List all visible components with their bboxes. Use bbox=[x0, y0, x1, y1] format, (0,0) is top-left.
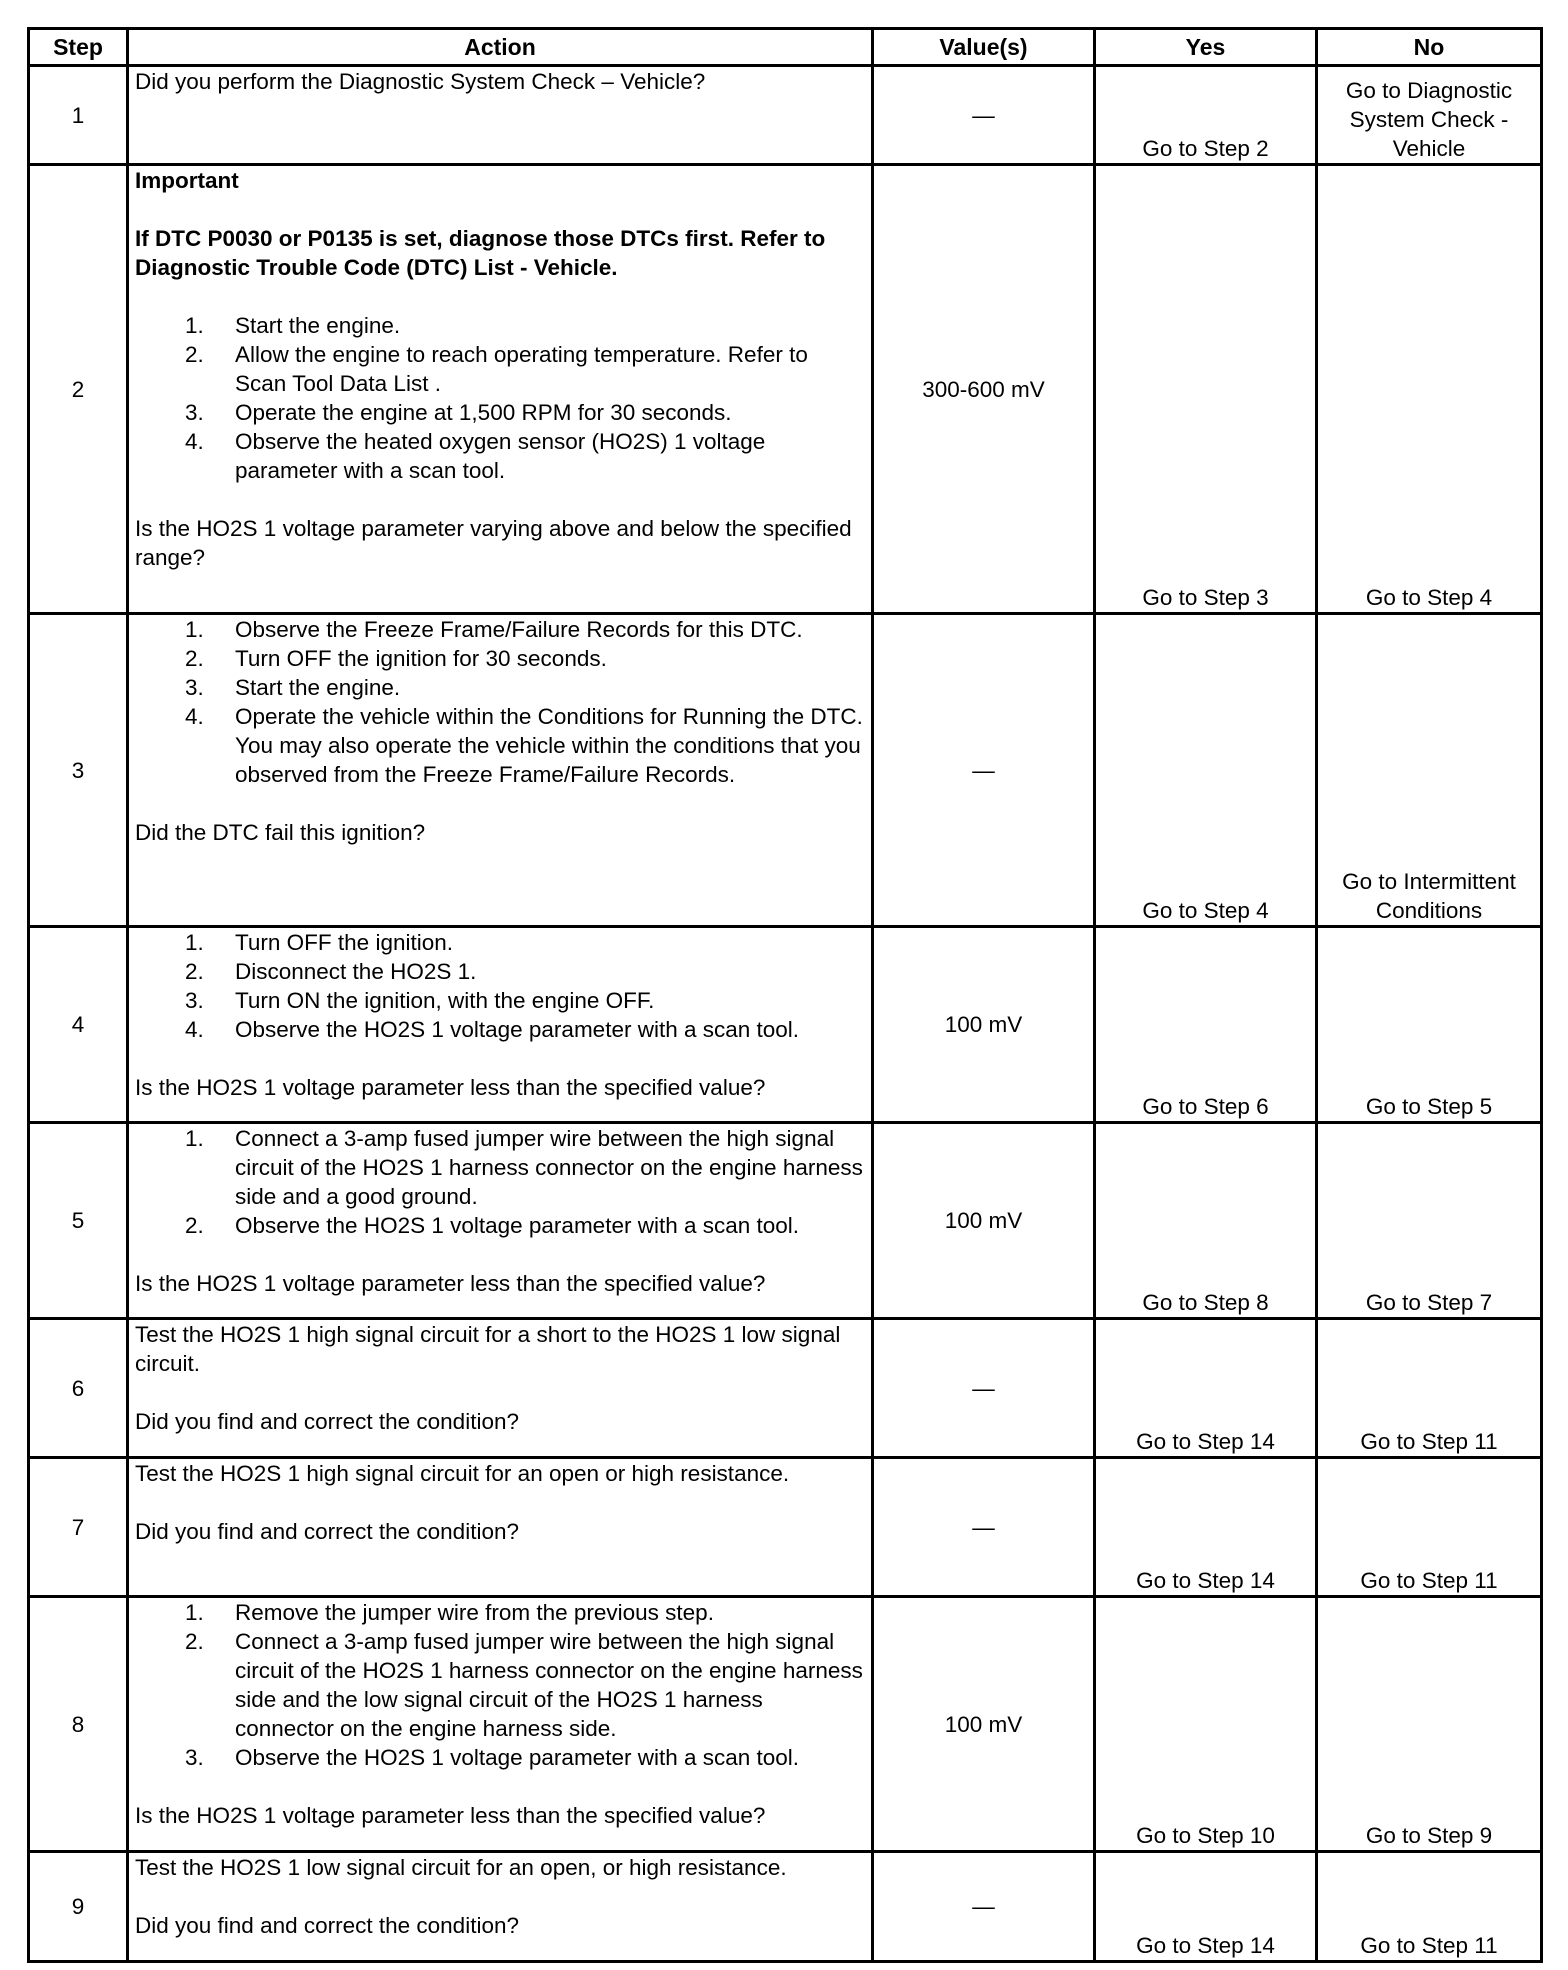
question-text: Is the HO2S 1 voltage parameter less than the specified value? bbox=[135, 1271, 766, 1296]
step-list bbox=[135, 1598, 865, 1772]
list-item: 2. Turn OFF the ignition for 30 seconds. bbox=[185, 646, 607, 671]
table-row bbox=[29, 1597, 1542, 1852]
important-note: If DTC P0030 or P0135 is set, diagnose those DTCs first. Refer to Diagnostic Trouble Code (DTC) List - Vehicle. bbox=[135, 226, 826, 280]
no-cell: Go to Intermittent Conditions bbox=[1317, 614, 1542, 927]
action-cell bbox=[128, 165, 873, 614]
list-item: 2. Disconnect the HO2S 1. bbox=[185, 959, 477, 984]
header-row bbox=[29, 29, 1542, 66]
list-item: 1. Remove the jumper wire from the previous step. bbox=[185, 1600, 714, 1625]
step-number: 2 bbox=[29, 165, 128, 614]
no-cell: Go to Step 5 bbox=[1317, 927, 1542, 1123]
no-cell: Go to Step 11 bbox=[1317, 1458, 1542, 1597]
step-number: 7 bbox=[29, 1458, 128, 1597]
question-text: Did you find and correct the condition? bbox=[135, 1409, 519, 1434]
action-cell bbox=[128, 927, 873, 1123]
step-number: 8 bbox=[29, 1597, 128, 1852]
action-cell bbox=[128, 1597, 873, 1852]
action-text: Did you perform the Diagnostic System Check – Vehicle? bbox=[135, 69, 706, 94]
yes-cell: Go to Step 8 bbox=[1095, 1123, 1317, 1319]
step-list bbox=[135, 311, 865, 485]
step-number: 6 bbox=[29, 1319, 128, 1458]
yes-cell: Go to Step 6 bbox=[1095, 927, 1317, 1123]
step-number: 9 bbox=[29, 1852, 128, 1962]
question-text: Is the HO2S 1 voltage parameter varying above and below the specified range? bbox=[135, 516, 852, 570]
action-cell bbox=[128, 1852, 873, 1962]
step-number: 3 bbox=[29, 614, 128, 927]
yes-cell: Go to Step 14 bbox=[1095, 1319, 1317, 1458]
header-yes: Yes bbox=[1095, 29, 1317, 66]
table-row bbox=[29, 927, 1542, 1123]
value-cell: 100 mV bbox=[873, 1597, 1095, 1852]
step-number: 5 bbox=[29, 1123, 128, 1319]
question-text: Is the HO2S 1 voltage parameter less than the specified value? bbox=[135, 1075, 766, 1100]
value-cell: 100 mV bbox=[873, 927, 1095, 1123]
yes-cell: Go to Step 4 bbox=[1095, 614, 1317, 927]
header-action: Action bbox=[128, 29, 873, 66]
list-item: 2. Connect a 3-amp fused jumper wire between the high signal circuit of the HO2S 1 harness connector on the engine harness side and the low signal circuit of the HO2S 1 harness connector on the engine harness side. bbox=[185, 1629, 863, 1741]
list-item: 3. Observe the HO2S 1 voltage parameter with a scan tool. bbox=[185, 1745, 800, 1770]
step-number: 1 bbox=[29, 66, 128, 165]
yes-cell: Go to Step 3 bbox=[1095, 165, 1317, 614]
diagnostic-table bbox=[27, 27, 1543, 1963]
action-cell bbox=[128, 1123, 873, 1319]
action-cell bbox=[128, 614, 873, 927]
question-text: Did you find and correct the condition? bbox=[135, 1519, 519, 1544]
yes-cell: Go to Step 14 bbox=[1095, 1458, 1317, 1597]
question-text: Did the DTC fail this ignition? bbox=[135, 820, 426, 845]
no-cell: Go to Step 4 bbox=[1317, 165, 1542, 614]
list-item: 1. Connect a 3-amp fused jumper wire between the high signal circuit of the HO2S 1 harness connector on the engine harness side and a good ground. bbox=[185, 1126, 863, 1209]
no-cell: Go to Step 11 bbox=[1317, 1852, 1542, 1962]
important-label: Important bbox=[135, 168, 239, 193]
table-row bbox=[29, 1458, 1542, 1597]
table-row bbox=[29, 165, 1542, 614]
action-text: Test the HO2S 1 low signal circuit for an open, or high resistance. bbox=[135, 1855, 787, 1880]
yes-cell: Go to Step 14 bbox=[1095, 1852, 1317, 1962]
question-text: Did you find and correct the condition? bbox=[135, 1913, 519, 1938]
no-cell: Go to Step 11 bbox=[1317, 1319, 1542, 1458]
list-item: 3. Start the engine. bbox=[185, 675, 401, 700]
table-row bbox=[29, 66, 1542, 165]
list-item: 1. Turn OFF the ignition. bbox=[185, 930, 454, 955]
header-values: Value(s) bbox=[873, 29, 1095, 66]
action-text: Test the HO2S 1 high signal circuit for a short to the HO2S 1 low signal circuit. bbox=[135, 1322, 841, 1376]
header-no: No bbox=[1317, 29, 1542, 66]
table-row bbox=[29, 614, 1542, 927]
list-item: 2. Observe the HO2S 1 voltage parameter with a scan tool. bbox=[185, 1213, 800, 1238]
table-row bbox=[29, 1123, 1542, 1319]
no-cell: Go to Step 7 bbox=[1317, 1123, 1542, 1319]
header-step: Step bbox=[29, 29, 128, 66]
yes-cell: Go to Step 10 bbox=[1095, 1597, 1317, 1852]
action-cell bbox=[128, 1319, 873, 1458]
list-item: 4. Operate the vehicle within the Conditions for Running the DTC. You may also operate the vehicle within the conditions that you observed from the Freeze Frame/Failure Records. bbox=[185, 704, 863, 787]
list-item: 1. Observe the Freeze Frame/Failure Records for this DTC. bbox=[185, 617, 803, 642]
list-item: 2. Allow the engine to reach operating temperature. Refer to Scan Tool Data List . bbox=[185, 342, 808, 396]
value-cell: — bbox=[873, 1852, 1095, 1962]
no-cell: Go to Step 9 bbox=[1317, 1597, 1542, 1852]
value-cell: 300-600 mV bbox=[873, 165, 1095, 614]
value-cell: — bbox=[873, 614, 1095, 927]
list-item: 3. Operate the engine at 1,500 RPM for 30 seconds. bbox=[185, 400, 732, 425]
yes-cell: Go to Step 2 bbox=[1095, 66, 1317, 165]
step-number: 4 bbox=[29, 927, 128, 1123]
value-cell: — bbox=[873, 1458, 1095, 1597]
value-cell: 100 mV bbox=[873, 1123, 1095, 1319]
step-list bbox=[135, 1124, 865, 1240]
action-cell bbox=[128, 66, 873, 165]
question-text: Is the HO2S 1 voltage parameter less than the specified value? bbox=[135, 1803, 766, 1828]
table-row bbox=[29, 1319, 1542, 1458]
list-item: 4. Observe the heated oxygen sensor (HO2S) 1 voltage parameter with a scan tool. bbox=[185, 429, 766, 483]
value-cell: — bbox=[873, 66, 1095, 165]
no-cell: Go to Diagnostic System Check - Vehicle bbox=[1317, 66, 1542, 165]
step-list bbox=[135, 928, 865, 1044]
action-text: Test the HO2S 1 high signal circuit for an open or high resistance. bbox=[135, 1461, 790, 1486]
step-list bbox=[135, 615, 865, 789]
list-item: 3. Turn ON the ignition, with the engine OFF. bbox=[185, 988, 655, 1013]
list-item: 1. Start the engine. bbox=[185, 313, 401, 338]
list-item: 4. Observe the HO2S 1 voltage parameter with a scan tool. bbox=[185, 1017, 800, 1042]
table-row bbox=[29, 1852, 1542, 1962]
value-cell: — bbox=[873, 1319, 1095, 1458]
action-cell bbox=[128, 1458, 873, 1597]
